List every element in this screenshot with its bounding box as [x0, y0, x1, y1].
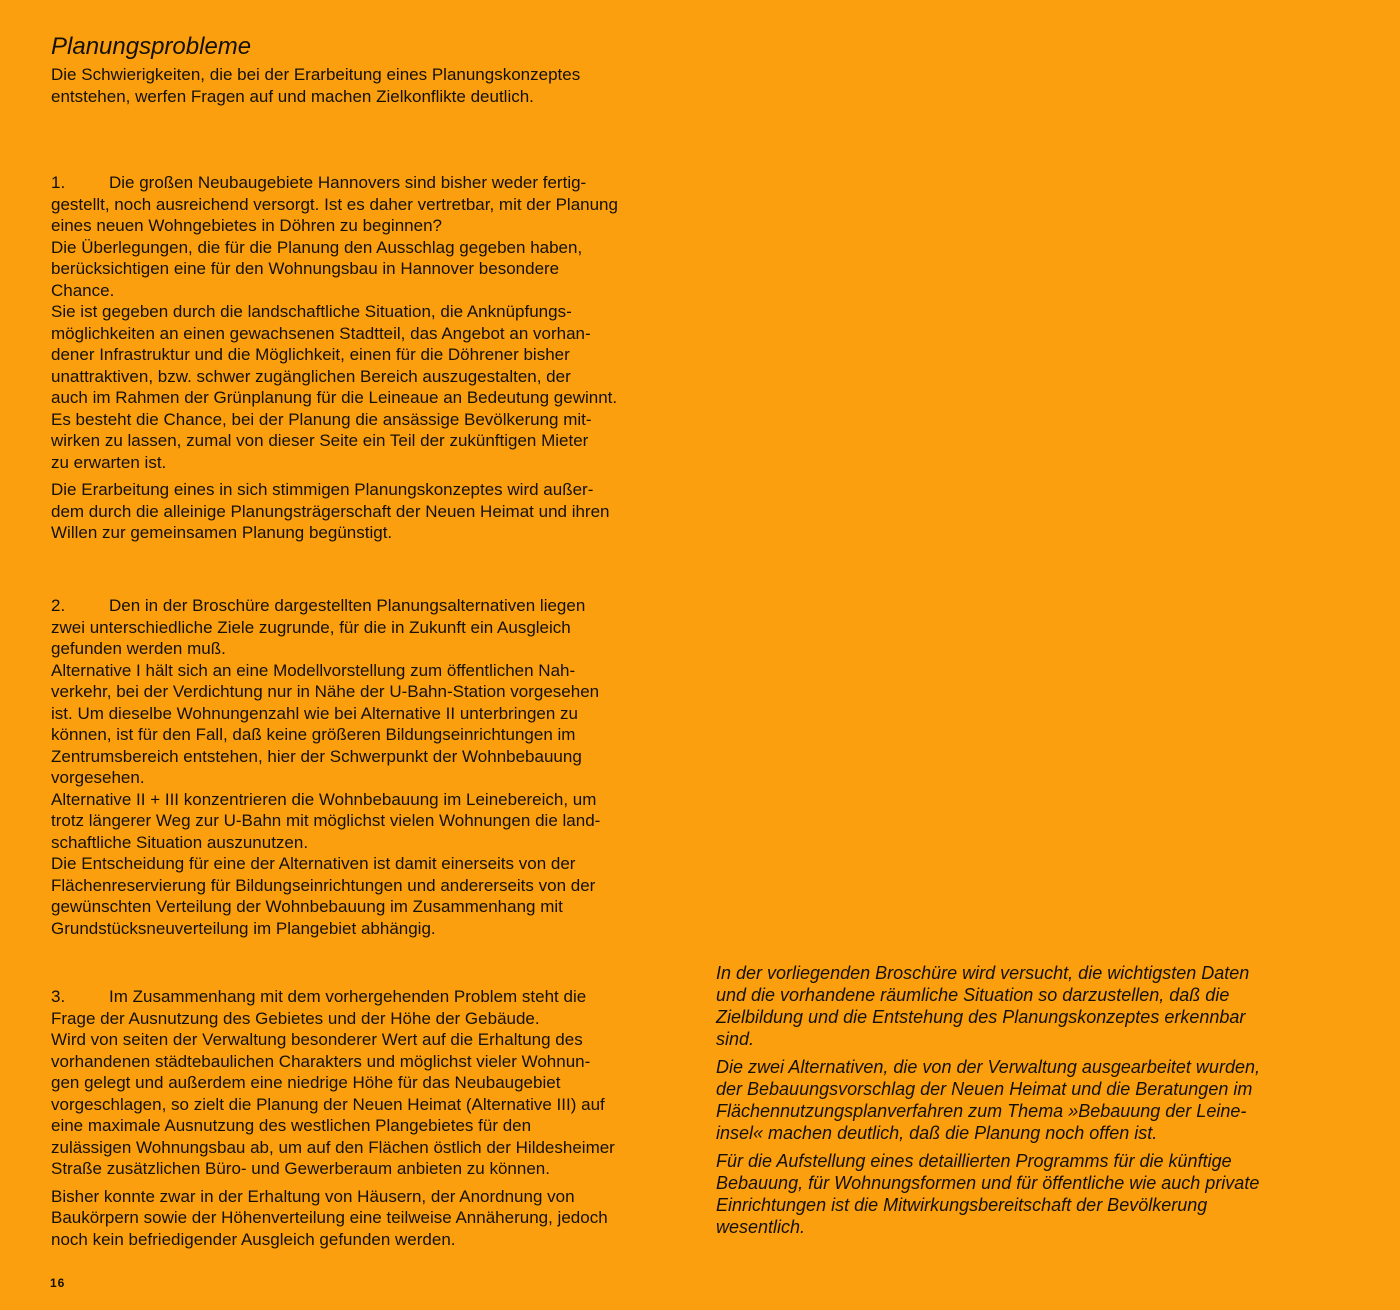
section-1-number: 1.	[51, 173, 66, 192]
section-3	[51, 986, 711, 1250]
summary-block	[716, 962, 1376, 1238]
section-2	[51, 595, 711, 939]
section-2-paragraph-1: 2. Den in der Broschüre dargestellten Planungsalternativen liegen zwei unterschiedliche Ziele zugrunde, für die in Zukunft ein Ausgleich gefunden werden muß. Alternative I hält sich an eine Modellvorstellung zum öffentlichen Nah- verkehr, bei der Verdichtung nur in Nähe der U-Bahn-Station vorgesehen ist. Um dieselbe Wohnungenzahl wie bei Alternative II unterbringen zu können, ist für den Fall, daß keine größeren Bildungseinrichtungen im Zentrumsbereich entstehen, hier der Schwerpunkt der Wohnbebauung vorgesehen. Alternative II + III konzentrieren die Wohnbebauung im Leinebereich, um trotz längerer Weg zur U-Bahn mit möglichst vielen Wohnungen die land- schaftliche Situation auszunutzen. Die Entscheidung für eine der Alternativen ist damit einerseits von der Flächenreservierung für Bildungseinrichtungen und andererseits von der gewünschten Verteilung der Wohnbebauung im Zusammenhang mit Grundstücksneuverteilung im Plangebiet abhängig.	[51, 596, 601, 938]
summary-paragraph-2: Die zwei Alternativen, die von der Verwaltung ausgearbeitet wurden, der Bebauungsvorschlag der Neuen Heimat und die Beratungen im Flächennutzungsplanverfahren zum Thema »Bebauung der Leine- insel« machen deutlich, daß die Planung noch offen ist.	[716, 1057, 1260, 1143]
page-title: Planungsprobleme	[51, 33, 252, 60]
section-3-number: 3.	[51, 987, 66, 1006]
section-2-number: 2.	[51, 596, 66, 615]
intro-paragraph: Die Schwierigkeiten, die bei der Erarbeitung eines Planungskonzeptes entstehen, werfen Fragen auf und machen Zielkonflikte deutlich.	[51, 65, 581, 106]
section-1-paragraph-2: Die Erarbeitung eines in sich stimmigen Planungskonzeptes wird außer- dem durch die alleinige Planungsträgerschaft der Neuen Heimat und ihren Willen zur gemeinsamen Planung begünstigt.	[51, 480, 610, 542]
page-number: 16	[50, 1276, 66, 1290]
section-3-paragraph-2: Bisher konnte zwar in der Erhaltung von Häusern, der Anordnung von Baukörpern sowie der Höhenverteilung eine teilweise Annäherung, jedoch noch kein befriedigender Ausgleich gefunden werden.	[51, 1186, 608, 1249]
intro-block	[51, 32, 711, 107]
section-1-paragraph-1: 1. Die großen Neubaugebiete Hannovers sind bisher weder fertig- gestellt, noch ausreichend versorgt. Ist es daher vertretbar, mit der Planung eines neuen Wohngebietes in Döhren zu beginnen? Die Überlegungen, die für die Planung den Ausschlag gegeben haben, berücksichtigen eine für den Wohnungsbau in Hannover besondere Chance. Sie ist gegeben durch die landschaftliche Situation, die Anknüpfungs- möglichkeiten an einen gewachsenen Stadtteil, das Angebot an vorhan- dener Infrastruktur und die Möglichkeit, einen für die Döhrener bisher unattraktiven, bzw. schwer zugänglichen Bereich auszugestalten, der auch im Rahmen der Grünplanung für die Leineaue an Bedeutung gewinnt. Es besteht die Chance, bei der Planung die ansässige Bevölkerung mit- wirken zu lassen, zumal von dieser Seite ein Teil der zukünftigen Mieter zu erwarten ist.	[51, 173, 618, 472]
section-3-paragraph-1: 3. Im Zusammenhang mit dem vorhergehenden Problem steht die Frage der Ausnutzung des Gebietes und der Höhe der Gebäude. Wird von seiten der Verwaltung besonderer Wert auf die Erhaltung des vorhandenen städtebaulichen Charakters und möglichst vieler Wohnun- gen gelegt und außerdem eine niedrige Höhe für das Neubaugebiet vorgeschlagen, so zielt die Planung der Neuen Heimat (Alternative III) auf eine maximale Ausnutzung des westlichen Plangebietes für den zulässigen Wohnungsbau ab, um auf den Flächen östlich der Hildesheimer Straße zusätzlichen Büro- und Gewerberaum anbieten zu können.	[51, 987, 615, 1178]
summary-paragraph-3: Für die Aufstellung eines detaillierten Programms für die künftige Bebauung, für Wohnungsformen und für öffentliche wie auch private Einrichtungen ist die Mitwirkungsbereitschaft der Bevölkerung wesentlich.	[716, 1151, 1260, 1237]
section-1	[51, 172, 711, 544]
summary-paragraph-1: In der vorliegenden Broschüre wird versucht, die wichtigsten Daten und die vorhandene räumliche Situation so darzustellen, daß die Zielbildung und die Entstehung des Planungskonzeptes erkennbar sind.	[716, 963, 1250, 1049]
